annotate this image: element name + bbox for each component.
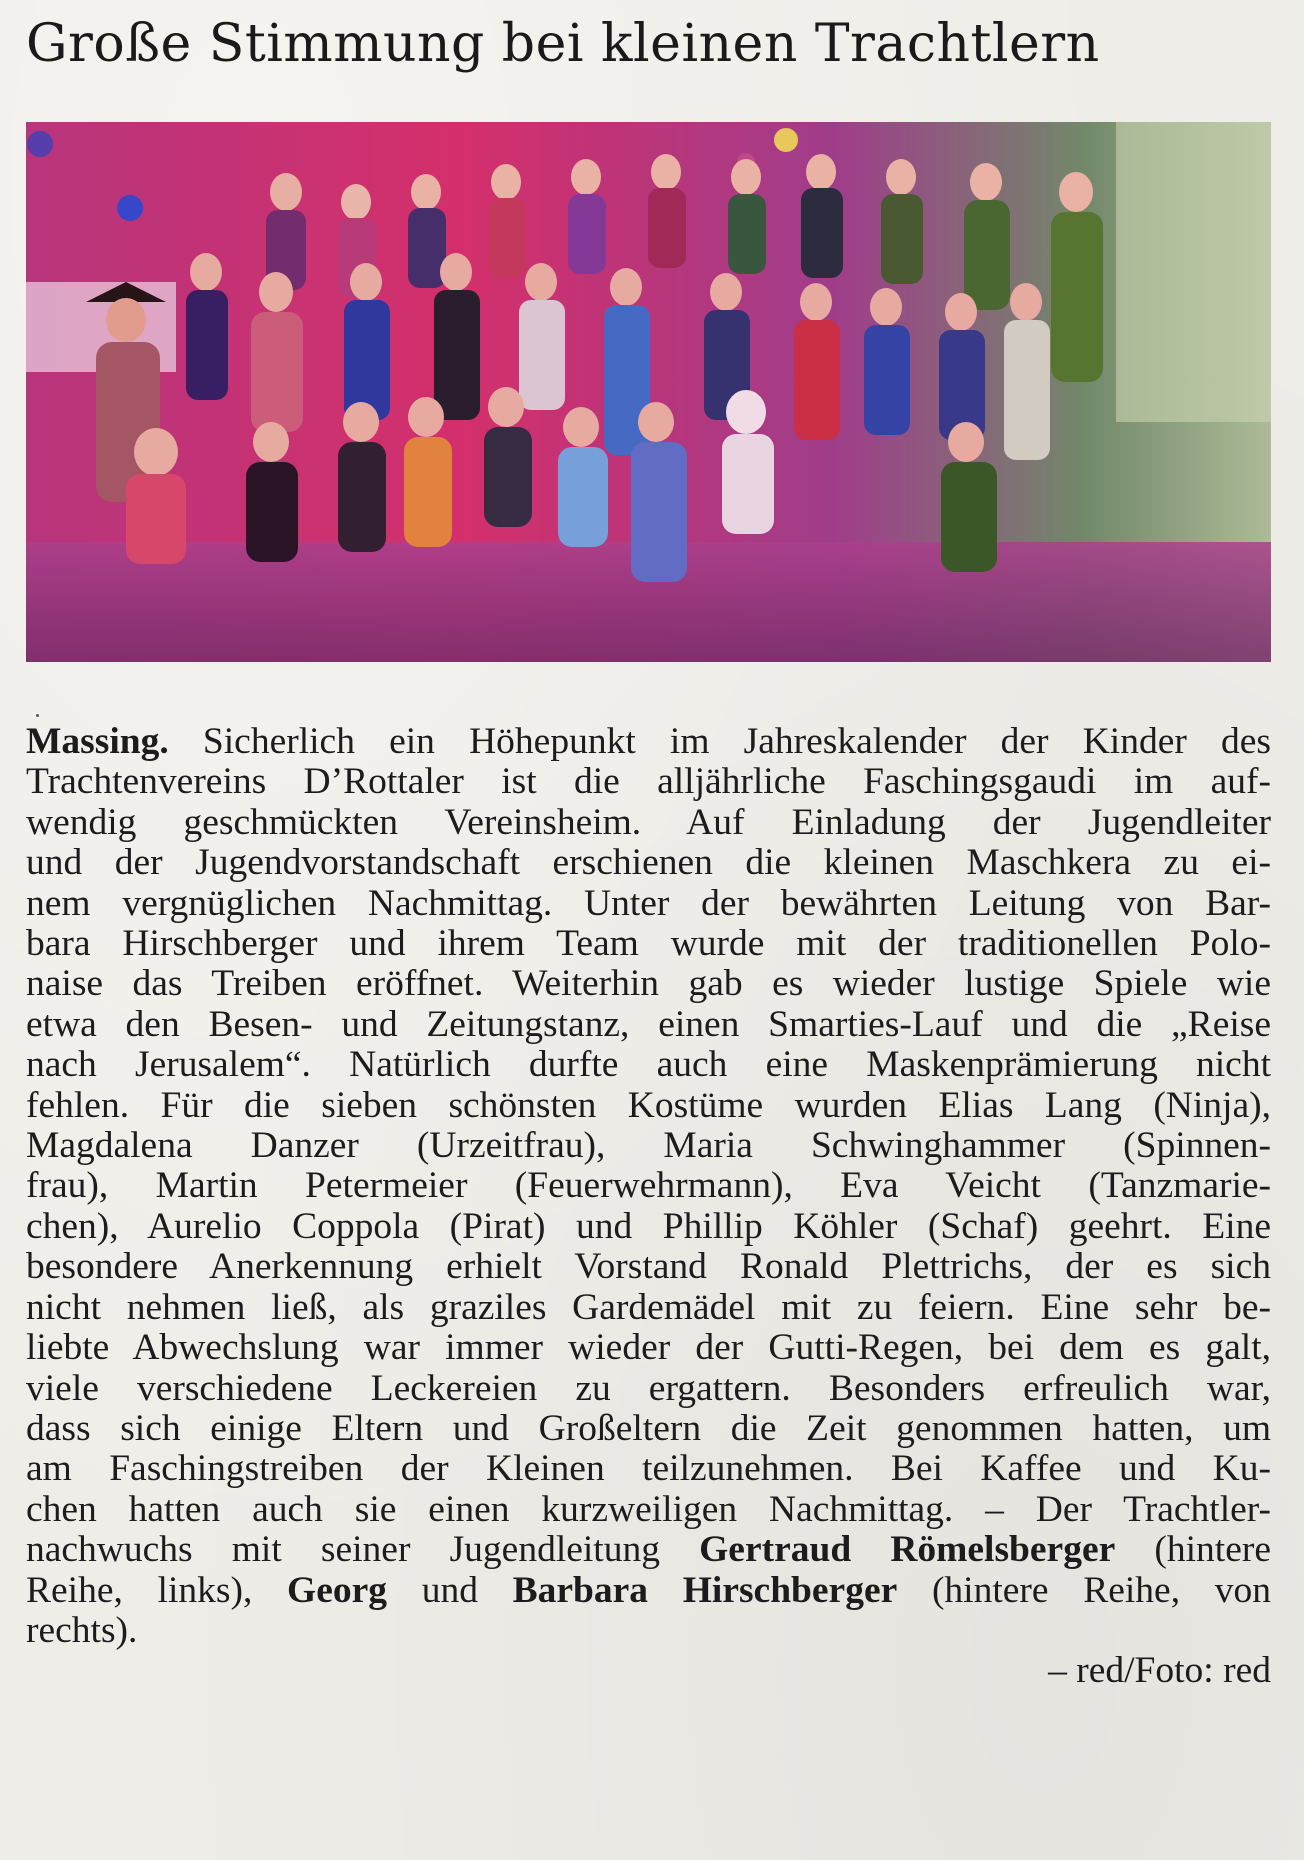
article-line — [26, 1005, 1271, 1045]
article-text: etwa den Besen- und Zeitungstanz, einen Smarties-Lauf und die „Reise — [26, 1003, 1271, 1045]
article-line — [26, 1571, 1271, 1611]
article-text: besondere Anerkennung erhielt Vorstand Ronald Plettrichs, der es sich — [26, 1246, 1271, 1288]
article-text: Sicherlich ein Höhepunkt im Jahreskalender der Kinder des — [168, 721, 1271, 762]
article-text: Trachtenvereins D’Rottaler ist die alljährliche Faschingsgaudi im auf- — [26, 761, 1271, 803]
group-photo — [26, 122, 1271, 662]
photo-credit: – red/Foto: red — [1048, 1650, 1271, 1692]
article-line — [26, 762, 1271, 802]
article-line — [26, 1126, 1271, 1166]
article-bold-text: Barbara Hirschberger — [512, 1569, 898, 1611]
article-text: nem vergnüglichen Nachmittag. Unter der bewährten Leitung von Bar- — [26, 882, 1271, 924]
print-speck — [36, 714, 39, 717]
article-text: viele verschiedene Leckereien zu ergattern. Besonders erfreulich war, — [26, 1367, 1271, 1409]
article-text: naise das Treiben eröffnet. Weiterhin gab es wieder lustige Spiele wie — [26, 963, 1271, 1005]
article-line — [26, 803, 1271, 843]
article-line — [26, 722, 1271, 762]
article-line — [26, 1328, 1271, 1368]
article-line — [26, 843, 1271, 883]
headline: Große Stimmung bei kleinen Trachtlern — [26, 14, 1100, 74]
article-text: rechts). — [26, 1609, 138, 1651]
article-text: wendig geschmückten Vereinsheim. Auf Einladung der Jugendleiter — [26, 801, 1271, 843]
article-line — [26, 1369, 1271, 1409]
article-text: und — [387, 1569, 513, 1611]
article-text: (hintere Reihe, von — [897, 1569, 1272, 1611]
article-line — [26, 1045, 1271, 1085]
article-line — [26, 884, 1271, 924]
article-text: chen), Aurelio Coppola (Pirat) und Phillip Köhler (Schaf) geehrt. Eine — [26, 1205, 1271, 1247]
article-text: liebte Abwechslung war immer wieder der Gutti-Regen, bei dem es galt, — [26, 1327, 1271, 1369]
article-bold-text: Massing. — [26, 721, 169, 762]
article-text: (hintere — [1115, 1529, 1271, 1571]
article-text: Magdalena Danzer (Urzeitfrau), Maria Schwinghammer (Spinnen- — [26, 1125, 1271, 1167]
article-line — [26, 1086, 1271, 1126]
article-line — [26, 964, 1271, 1004]
article-text: Reihe, links), — [26, 1569, 288, 1611]
article-text: nach Jerusalem“. Natürlich durfte auch eine Maskenprämierung nicht — [26, 1044, 1271, 1086]
article-text: frau), Martin Petermeier (Feuerwehrmann), Eva Veicht (Tanzmarie- — [26, 1165, 1271, 1207]
article-text: chen hatten auch sie einen kurzweiligen Nachmittag. – Der Trachtler- — [26, 1488, 1271, 1530]
article-line — [26, 1247, 1271, 1287]
article-text: fehlen. Für die sieben schönsten Kostüme wurden Elias Lang (Ninja), — [26, 1084, 1271, 1126]
article-text: dass sich einige Eltern und Großeltern die Zeit genommen hatten, um — [26, 1407, 1271, 1449]
article-text: bara Hirschberger und ihrem Team wurde mit der traditionellen Polo- — [26, 923, 1271, 965]
article-line — [26, 1490, 1271, 1530]
article-line — [26, 1288, 1271, 1328]
article-text: und der Jugendvorstandschaft erschienen die kleinen Maschkera zu ei- — [26, 842, 1271, 884]
article-line — [26, 1409, 1271, 1449]
article-line — [26, 1449, 1271, 1489]
article-line — [26, 1611, 1271, 1651]
article-bold-text: Georg — [287, 1569, 387, 1611]
article-line — [26, 924, 1271, 964]
article-text: nicht nehmen ließ, als graziles Gardemädel mit zu feiern. Eine sehr be- — [26, 1286, 1271, 1328]
article-line — [26, 1530, 1271, 1570]
article-text: am Faschingstreiben der Kleinen teilzunehmen. Bei Kaffee und Ku- — [26, 1448, 1271, 1490]
article-line — [26, 1207, 1271, 1247]
article-bold-text: Gertraud Römelsberger — [699, 1529, 1116, 1571]
article-text: nachwuchs mit seiner Jugendleitung — [26, 1529, 700, 1571]
article-line — [26, 1166, 1271, 1206]
article-body — [26, 722, 1271, 1692]
